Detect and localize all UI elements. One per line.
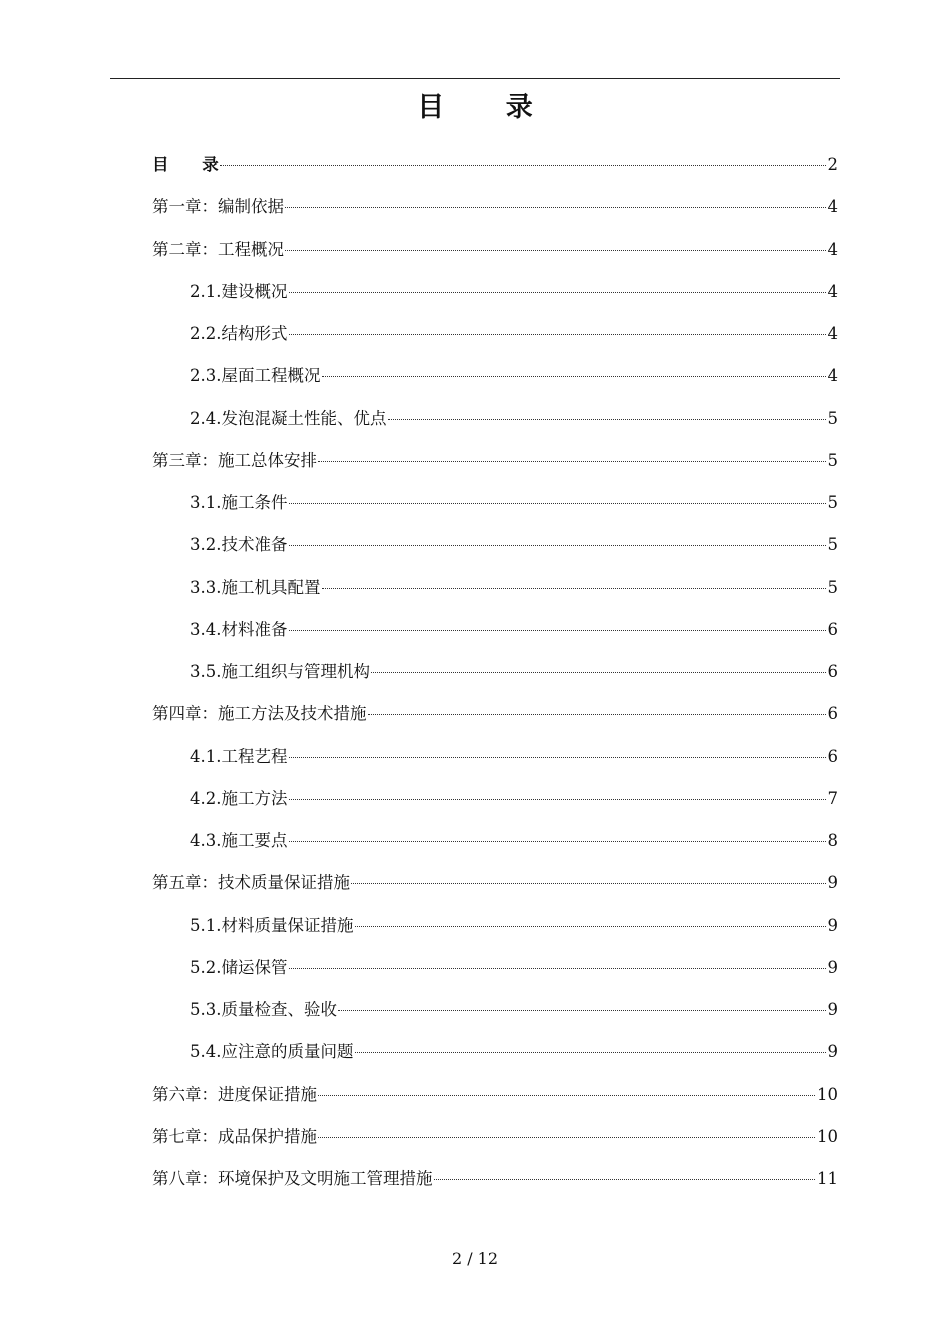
toc-entry[interactable] [190, 575, 838, 601]
toc-entry-page: 2 [827, 155, 838, 174]
toc-entry[interactable] [152, 870, 838, 896]
toc-entry-page: 10 [817, 1084, 838, 1104]
toc-entry-title: 2.4.发泡混凝土性能、优点 [190, 408, 387, 428]
page-number: 2 / 12 [451, 1249, 499, 1268]
toc-entry-title: 3.2.技术准备 [190, 535, 288, 555]
toc-entry[interactable] [152, 237, 838, 263]
toc-entry-title: 第二章：工程概况 [152, 239, 284, 259]
toc-dot-leader [289, 630, 826, 631]
toc-entry-title: 5.1.材料质量保证措施 [190, 915, 354, 935]
toc-entry[interactable] [190, 659, 838, 685]
toc-dot-leader [318, 461, 826, 462]
toc-entry-title: 4.2.施工方法 [190, 788, 288, 808]
toc-entry-title: 5.3.质量检查、验收 [190, 1000, 337, 1019]
toc-entry[interactable] [190, 913, 838, 939]
toc-dot-leader [322, 376, 826, 377]
toc-dot-leader [289, 757, 826, 758]
toc-entry-page: 9 [827, 915, 838, 935]
toc-entry-title: 4.1.工程艺程 [190, 746, 288, 766]
toc-entry-page: 5 [827, 408, 838, 428]
toc-entry-page: 8 [827, 831, 838, 850]
toc-entry[interactable] [190, 744, 838, 770]
toc-dot-leader [318, 1137, 815, 1138]
toc-entry-title: 5.4.应注意的质量问题 [190, 1042, 354, 1062]
toc-entry-page: 11 [817, 1169, 838, 1188]
toc-entry-title: 第八章：环境保护及文明施工管理措施 [152, 1169, 433, 1188]
toc-entry-page: 5 [827, 450, 838, 470]
toc-dot-leader [338, 1010, 826, 1011]
toc-dot-leader [289, 545, 826, 546]
toc-entry-page: 6 [827, 746, 838, 766]
page-title: 目 录 [417, 92, 559, 123]
toc-entry-title: 4.3.施工要点 [190, 831, 288, 850]
toc-entry[interactable] [190, 617, 838, 643]
toc-entry[interactable] [152, 701, 838, 727]
toc-entry[interactable] [190, 406, 838, 432]
toc-entry-page: 6 [827, 662, 838, 681]
toc-dot-leader [351, 883, 826, 884]
toc-entry-page: 9 [827, 1000, 838, 1019]
toc-dot-leader [289, 503, 826, 504]
toc-entry[interactable] [190, 532, 838, 558]
toc-entry[interactable] [190, 828, 838, 854]
toc-dot-leader [220, 165, 826, 166]
toc-entry-title: 5.2.储运保管 [190, 957, 288, 977]
toc-entry[interactable] [190, 955, 838, 981]
toc-entry-page: 9 [827, 873, 838, 893]
toc-entry-page: 5 [827, 535, 838, 555]
toc-dot-leader [285, 250, 826, 251]
toc-entry-title: 2.1.建设概况 [190, 281, 288, 301]
toc-entry[interactable] [190, 363, 838, 389]
toc-entry-title: 3.3.施工机具配置 [190, 577, 321, 597]
toc-entry-page: 5 [827, 577, 838, 597]
toc-entry-title: 3.5.施工组织与管理机构 [190, 662, 370, 681]
toc-dot-leader [322, 588, 826, 589]
toc-dot-leader [355, 1052, 826, 1053]
toc-entry-page: 4 [827, 197, 838, 217]
toc-dot-leader [355, 926, 826, 927]
toc-entry-title: 3.1.施工条件 [190, 493, 288, 512]
toc-entry-page: 7 [827, 788, 838, 808]
toc-dot-leader [289, 799, 826, 800]
toc-entry[interactable] [190, 786, 838, 812]
toc-entry-title: 第三章：施工总体安排 [152, 450, 317, 470]
toc-dot-leader [434, 1179, 816, 1180]
toc-entry[interactable] [152, 448, 838, 474]
toc-entry-page: 4 [827, 281, 838, 301]
toc-dot-leader [388, 419, 826, 420]
toc-dot-leader [289, 968, 826, 969]
toc-entry-title: 目 录 [152, 155, 233, 174]
toc-entry-title: 第四章：施工方法及技术措施 [152, 704, 367, 724]
toc-entry-title: 第五章：技术质量保证措施 [152, 873, 350, 893]
toc-entry[interactable] [152, 1166, 838, 1192]
toc-entry[interactable] [152, 1124, 838, 1150]
toc-entry[interactable] [190, 997, 838, 1023]
toc-entry[interactable] [152, 152, 838, 178]
toc-dot-leader [289, 334, 826, 335]
toc-entry-page: 4 [827, 366, 838, 386]
toc-dot-leader [289, 841, 826, 842]
toc-entry[interactable] [190, 1039, 838, 1065]
toc-entry[interactable] [190, 490, 838, 516]
toc-entry-page: 4 [827, 324, 838, 343]
toc-entry-title: 2.3.屋面工程概况 [190, 366, 321, 386]
toc-dot-leader [371, 672, 826, 673]
toc-entry-title: 第七章：成品保护措施 [152, 1126, 317, 1146]
toc-dot-leader [318, 1095, 815, 1096]
toc-dot-leader [368, 714, 826, 715]
toc-entry-page: 9 [827, 957, 838, 977]
toc-entry-page: 6 [827, 619, 838, 639]
toc-entry-title: 3.4.材料准备 [190, 619, 288, 639]
toc-entry-page: 10 [817, 1126, 838, 1146]
toc-entry-page: 6 [827, 704, 838, 724]
header-rule [110, 78, 840, 79]
toc-entry[interactable] [152, 194, 838, 220]
toc-dot-leader [289, 292, 826, 293]
toc-entry-page: 9 [827, 1042, 838, 1062]
toc-entry[interactable] [152, 1082, 838, 1108]
toc-entry-title: 第六章：进度保证措施 [152, 1084, 317, 1104]
toc-entry-title: 2.2.结构形式 [190, 324, 288, 343]
toc-entry-title: 第一章：编制依据 [152, 197, 284, 217]
toc-dot-leader [285, 207, 826, 208]
toc-entry[interactable] [190, 279, 838, 305]
toc-entry-page: 5 [827, 493, 838, 512]
toc-entry-page: 4 [827, 239, 838, 259]
toc-entry[interactable] [190, 321, 838, 347]
